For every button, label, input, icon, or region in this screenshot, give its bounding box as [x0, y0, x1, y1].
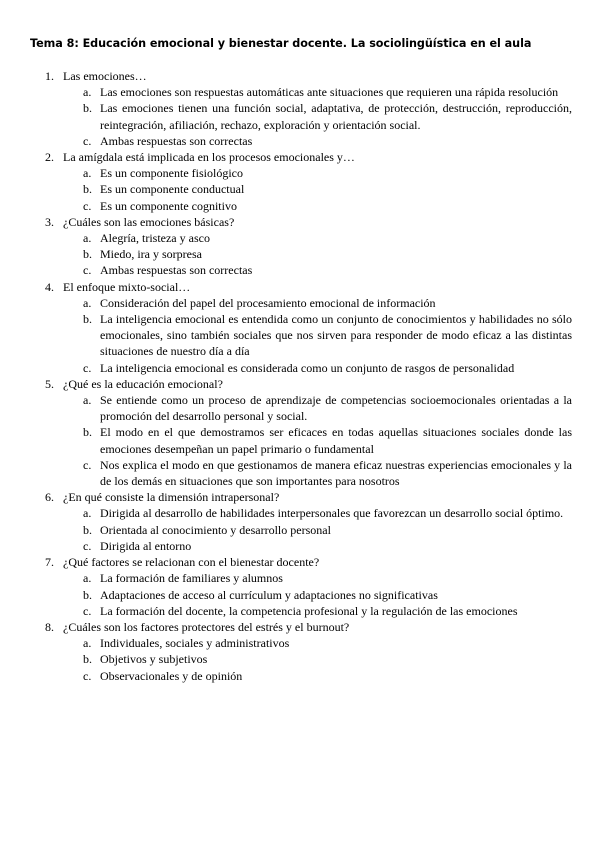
- option-list: [0, 635, 600, 684]
- option-letter: a.: [83, 231, 92, 246]
- question-item: [0, 376, 600, 489]
- question-text: ¿Cuáles son los factores protectores del estrés y el burnout?: [63, 619, 350, 634]
- question-item: [0, 214, 600, 279]
- option-list: [0, 295, 600, 376]
- option-letter: a.: [83, 636, 92, 651]
- option-item: [0, 603, 600, 619]
- option-text: Se entiende como un proceso de aprendizaje de competencias socioemocionales orientadas a la promoción del desarrollo personal y social.: [100, 393, 572, 424]
- option-item: [0, 311, 600, 360]
- option-letter: c.: [83, 133, 92, 148]
- option-letter: b.: [83, 247, 92, 262]
- question-text: ¿Cuáles son las emociones básicas?: [63, 214, 235, 229]
- question-number: 8.: [45, 619, 54, 634]
- option-text: Las emociones tienen una función social, adaptativa, de protección, destrucción, reproducción, reintegración, afiliación, rechazo, exploración y orientación social.: [100, 101, 572, 132]
- option-item: [0, 230, 600, 246]
- option-item: [0, 505, 600, 521]
- option-letter: c.: [83, 668, 92, 683]
- option-letter: c.: [83, 538, 92, 553]
- option-item: [0, 360, 600, 376]
- option-text: Individuales, sociales y administrativos: [100, 636, 290, 651]
- option-text: Dirigida al desarrollo de habilidades interpersonales que favorezcan un desarrollo social óptimo.: [100, 506, 564, 521]
- option-list: [0, 230, 600, 279]
- document-title: Tema 8: Educación emocional y bienestar docente. La sociolingüística en el aula: [30, 37, 532, 50]
- option-item: [0, 392, 600, 424]
- option-item: [0, 668, 600, 684]
- question-number: 2.: [45, 150, 54, 165]
- option-text: Ambas respuestas son correctas: [100, 263, 253, 278]
- option-text: Nos explica el modo en que gestionamos de manera eficaz nuestras experiencias emocionales y la de los demás en situaciones que son importantes para nosotros: [100, 457, 572, 489]
- option-item: [0, 424, 600, 456]
- option-item: [0, 587, 600, 603]
- option-letter: c.: [83, 198, 92, 213]
- option-letter: b.: [83, 587, 92, 602]
- question-number: 6.: [45, 490, 54, 505]
- question-text: Las emociones…: [63, 69, 147, 83]
- option-text: Observacionales y de opinión: [100, 668, 243, 683]
- option-item: [0, 84, 600, 100]
- question-number: 3.: [45, 214, 54, 229]
- option-letter: b.: [83, 182, 92, 197]
- option-text: Adaptaciones de acceso al currículum y adaptaciones no significativas: [100, 587, 438, 602]
- option-letter: c.: [83, 457, 92, 472]
- question-item: [0, 279, 600, 376]
- option-list: [0, 84, 600, 149]
- option-item: [0, 635, 600, 651]
- option-letter: a.: [83, 506, 92, 521]
- option-item: [0, 651, 600, 667]
- option-item: [0, 538, 600, 554]
- option-text: El modo en el que demostramos ser eficaces en todas aquellas situaciones sociales donde las emociones desempeñan un papel primario o fundamental: [100, 425, 572, 456]
- option-letter: a.: [83, 393, 92, 408]
- option-letter: b.: [83, 312, 92, 327]
- option-letter: c.: [83, 360, 92, 375]
- option-text: Es un componente cognitivo: [100, 198, 237, 213]
- option-item: [0, 570, 600, 586]
- question-item: [0, 619, 600, 684]
- option-letter: b.: [83, 652, 92, 667]
- question-text: ¿En qué consiste la dimensión intrapersonal?: [63, 490, 280, 505]
- question-item: [0, 149, 600, 214]
- option-text: Ambas respuestas son correctas: [100, 133, 253, 148]
- option-text: Orientada al conocimiento y desarrollo personal: [100, 522, 331, 537]
- option-text: La inteligencia emocional es entendida como un conjunto de conocimientos y habilidades no sólo emocionales, sino también sociales que nos sirven para responder de modo eficaz a las distintas situaciones de nuestro día a día: [100, 312, 572, 359]
- question-item: [0, 554, 600, 619]
- question-text: La amígdala está implicada en los procesos emocionales y…: [63, 150, 355, 165]
- question-number: 7.: [45, 555, 54, 570]
- question-item: [0, 489, 600, 554]
- option-list: [0, 165, 600, 214]
- option-item: [0, 165, 600, 181]
- option-letter: a.: [83, 295, 92, 310]
- option-letter: b.: [83, 101, 92, 116]
- option-letter: a.: [83, 166, 92, 181]
- question-number: 5.: [45, 376, 54, 391]
- option-letter: b.: [83, 522, 92, 537]
- option-item: [0, 457, 600, 489]
- option-list: [0, 392, 600, 489]
- option-item: [0, 246, 600, 262]
- question-item: [0, 68, 600, 149]
- question-text: ¿Qué factores se relacionan con el bienestar docente?: [63, 555, 320, 570]
- option-item: [0, 133, 600, 149]
- option-item: [0, 295, 600, 311]
- question-text: El enfoque mixto-social…: [63, 279, 191, 294]
- option-letter: a.: [83, 85, 92, 100]
- option-letter: a.: [83, 571, 92, 586]
- option-text: La formación de familiares y alumnos: [100, 571, 283, 586]
- option-text: Es un componente fisiológico: [100, 166, 243, 181]
- option-text: La formación del docente, la competencia profesional y la regulación de las emociones: [100, 603, 518, 618]
- option-text: Objetivos y subjetivos: [100, 652, 208, 667]
- option-text: Dirigida al entorno: [100, 538, 192, 553]
- option-text: La inteligencia emocional es considerada como un conjunto de rasgos de personalidad: [100, 360, 515, 375]
- option-item: [0, 100, 600, 132]
- option-list: [0, 570, 600, 619]
- option-item: [0, 262, 600, 278]
- option-item: [0, 181, 600, 197]
- question-text: ¿Qué es la educación emocional?: [63, 376, 223, 391]
- question-list: [0, 68, 600, 684]
- option-list: [0, 505, 600, 554]
- option-text: Alegría, tristeza y asco: [100, 231, 210, 246]
- option-text: Las emociones son respuestas automáticas ante situaciones que requieren una rápida resolución: [100, 85, 559, 100]
- option-item: [0, 522, 600, 538]
- option-text: Miedo, ira y sorpresa: [100, 247, 202, 262]
- option-letter: b.: [83, 425, 92, 440]
- option-letter: c.: [83, 603, 92, 618]
- option-text: Es un componente conductual: [100, 182, 245, 197]
- option-item: [0, 198, 600, 214]
- option-letter: c.: [83, 263, 92, 278]
- option-text: Consideración del papel del procesamiento emocional de información: [100, 295, 436, 310]
- question-number: 4.: [45, 279, 54, 294]
- question-number: 1.: [45, 69, 54, 83]
